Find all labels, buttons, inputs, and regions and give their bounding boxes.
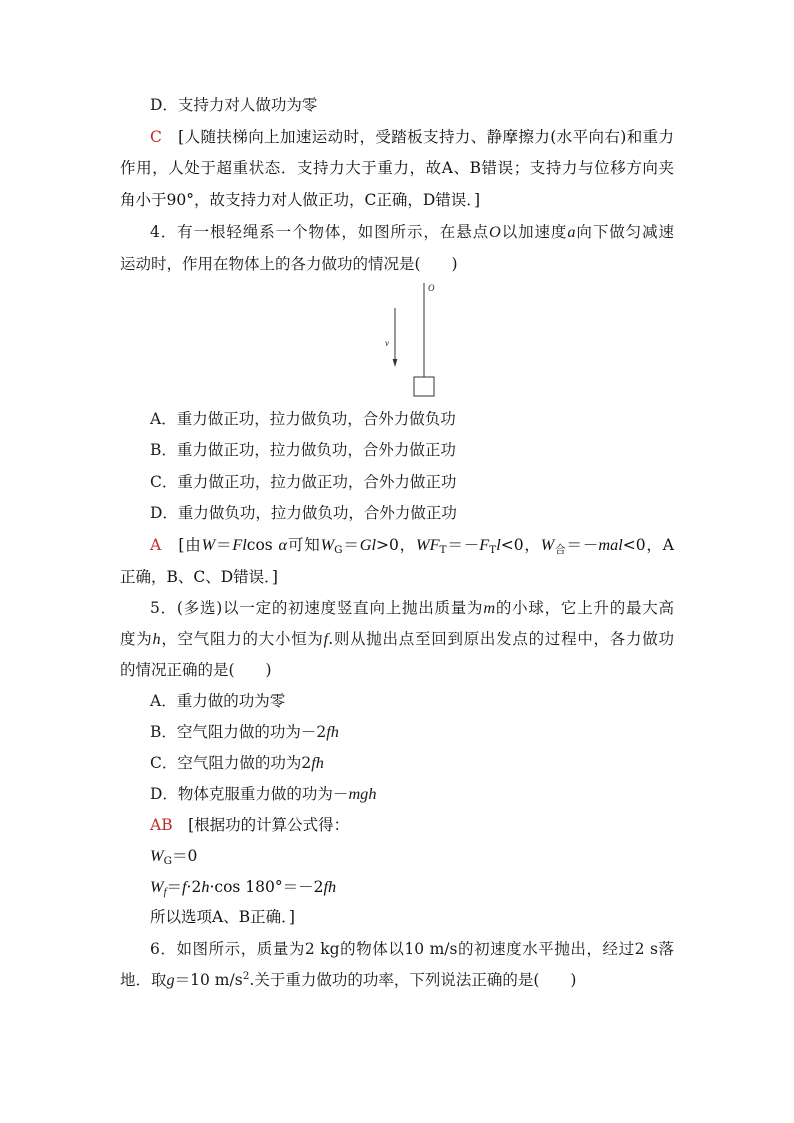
option-text: C．空气阻力做的功为2: [150, 754, 312, 772]
q6-stem-line-2: [120, 969, 674, 991]
variable-m: m: [483, 599, 496, 617]
q4-option-c: C．重力做正功，拉力做正功，合外力做正功: [150, 473, 457, 491]
variable-W: W: [150, 847, 164, 865]
variable-h: h: [201, 878, 210, 896]
q5-analysis-line-1: [150, 814, 674, 836]
variable-f: f: [323, 630, 329, 648]
analysis-text: ·2: [186, 878, 202, 896]
q4-stem-line-1: [150, 221, 674, 243]
q5-option-b: [150, 721, 674, 743]
suspension-point-label: O: [428, 283, 435, 293]
variable-fh: fh: [311, 754, 324, 772]
variable-W: W: [416, 536, 430, 554]
q4-analysis-line-1: [150, 534, 674, 556]
q5-option-d: [150, 783, 674, 805]
equals-sign: ＝: [166, 878, 183, 896]
q5-answer-label: AB: [150, 816, 173, 834]
cos-function: cos: [246, 536, 279, 554]
q5-stem-text: 5．(多选)以一定的初速度竖直向上抛出质量为: [150, 599, 484, 617]
option-text: B．空气阻力做的功为－2: [150, 723, 327, 741]
variable-mgh: mgh: [348, 785, 377, 803]
q4-stem-text: 以加速度: [500, 223, 568, 241]
q3-option-d: D．支持力对人做功为零: [150, 96, 318, 114]
q5-stem-text: 的小球，它上升的最大高: [495, 599, 674, 617]
analysis-text: <0，A: [622, 536, 674, 554]
q5-stem-line-1: [150, 597, 674, 619]
q4-stem-text: 向下做匀减速: [575, 223, 674, 241]
velocity-label: v: [385, 338, 389, 348]
subscript-G: G: [163, 855, 172, 868]
q4-rope-figure: [380, 280, 440, 400]
variable-a: a: [567, 223, 576, 241]
q6-stem-line-1: 6．如图所示，质量为2 kg的物体以10 m/s的初速度水平抛出，经过2 s落: [150, 940, 674, 958]
variable-W: W: [320, 536, 335, 554]
variable-mal: mal: [598, 536, 623, 554]
q5-analysis-line-3: [150, 876, 674, 898]
equals-minus: ＝－: [446, 536, 480, 554]
equals-sign: ＝: [342, 536, 360, 554]
variable-fh: fh: [326, 723, 339, 741]
q5-option-a: A．重力做的功为零: [150, 692, 286, 710]
q5-stem-line-3: 的情况正确的是( ): [120, 661, 272, 679]
q3-analysis-text: [人随扶梯向上加速运动时，受踏板支持力、静摩擦力(水平向右)和重力: [161, 128, 674, 146]
variable-f: f: [182, 878, 187, 896]
variable-O: O: [489, 223, 501, 241]
q6-stem-text: 地．取: [120, 971, 167, 989]
analysis-text: [由: [161, 536, 202, 554]
variable-Gl: Gl: [359, 536, 376, 554]
option-text: D．物体克服重力做的功为－: [150, 785, 349, 803]
equals-minus: ＝－: [566, 536, 599, 554]
variable-g: g: [166, 971, 175, 989]
analysis-text: ·cos 180°＝－2: [209, 878, 324, 896]
q5-stem-text: .则从抛出点至回到原出发点的过程中，各力做功: [328, 630, 674, 648]
q5-option-c: [150, 752, 674, 774]
superscript-2: 2: [242, 970, 250, 983]
q5-analysis-line-4: 所以选项A、B正确．]: [150, 908, 295, 926]
velocity-arrow-head-icon: [393, 359, 398, 367]
q4-answer-label: A: [150, 536, 162, 554]
variable-W: W: [201, 536, 216, 554]
q4-option-a: A．重力做正功，拉力做负功，合外力做负功: [150, 410, 456, 428]
q5-stem-text: ，空气阻力的大小恒为: [160, 630, 324, 648]
subscript-G: G: [334, 544, 343, 557]
subscript-T: T: [439, 544, 447, 557]
analysis-text: ＝0: [171, 847, 198, 865]
q4-option-b: B．重力做正功，拉力做负功，合外力做正功: [150, 441, 456, 459]
variable-fh: fh: [323, 878, 337, 896]
q4-option-d: D．重力做负功，拉力做负功，合外力做正功: [150, 504, 457, 522]
q3-analysis-line-2: 作用，人处于超重状态．支持力大于重力，故A、B错误；支持力与位移方向夹: [120, 159, 674, 177]
variable-l: l: [496, 536, 501, 554]
subscript-T: T: [489, 544, 497, 557]
analysis-text: 可知: [287, 536, 321, 554]
equals-sign: ＝: [215, 536, 233, 554]
q4-analysis-line-2: 正确，B、C、D错误．]: [120, 568, 278, 586]
q3-analysis-line-1: [150, 126, 674, 148]
variable-F: F: [479, 536, 490, 554]
hanging-block: [414, 377, 434, 396]
variable-W: W: [540, 536, 555, 554]
q6-stem-text: .关于重力做功的功率，下列说法正确的是( ): [249, 971, 577, 989]
q4-stem-text: 4．有一根轻绳系一个物体，如图所示，在悬点: [150, 223, 490, 241]
variable-h: h: [152, 630, 161, 648]
variable-F: F: [429, 536, 440, 554]
q3-analysis-line-3: 角小于90°，故支持力对人做正功，C正确，D错误．]: [120, 191, 481, 209]
analysis-text: <0，: [500, 536, 541, 554]
q4-stem-line-2: 运动时，作用在物体上的各力做功的情况是( ): [120, 255, 458, 273]
q3-answer-label: C: [150, 128, 162, 146]
variable-alpha: α: [278, 536, 288, 554]
subscript-he: 合: [554, 544, 567, 557]
analysis-text: >0，: [376, 536, 417, 554]
q5-analysis-line-2: [150, 845, 674, 867]
variable-Fl: Fl: [232, 536, 247, 554]
analysis-text: [根据功的计算公式得：: [172, 816, 350, 834]
q5-stem-line-2: [120, 628, 674, 650]
variable-W: W: [150, 878, 164, 896]
q5-stem-text: 度为: [120, 630, 153, 648]
q6-stem-text: ＝10 m/s: [174, 971, 243, 989]
subscript-f: f: [163, 887, 167, 899]
